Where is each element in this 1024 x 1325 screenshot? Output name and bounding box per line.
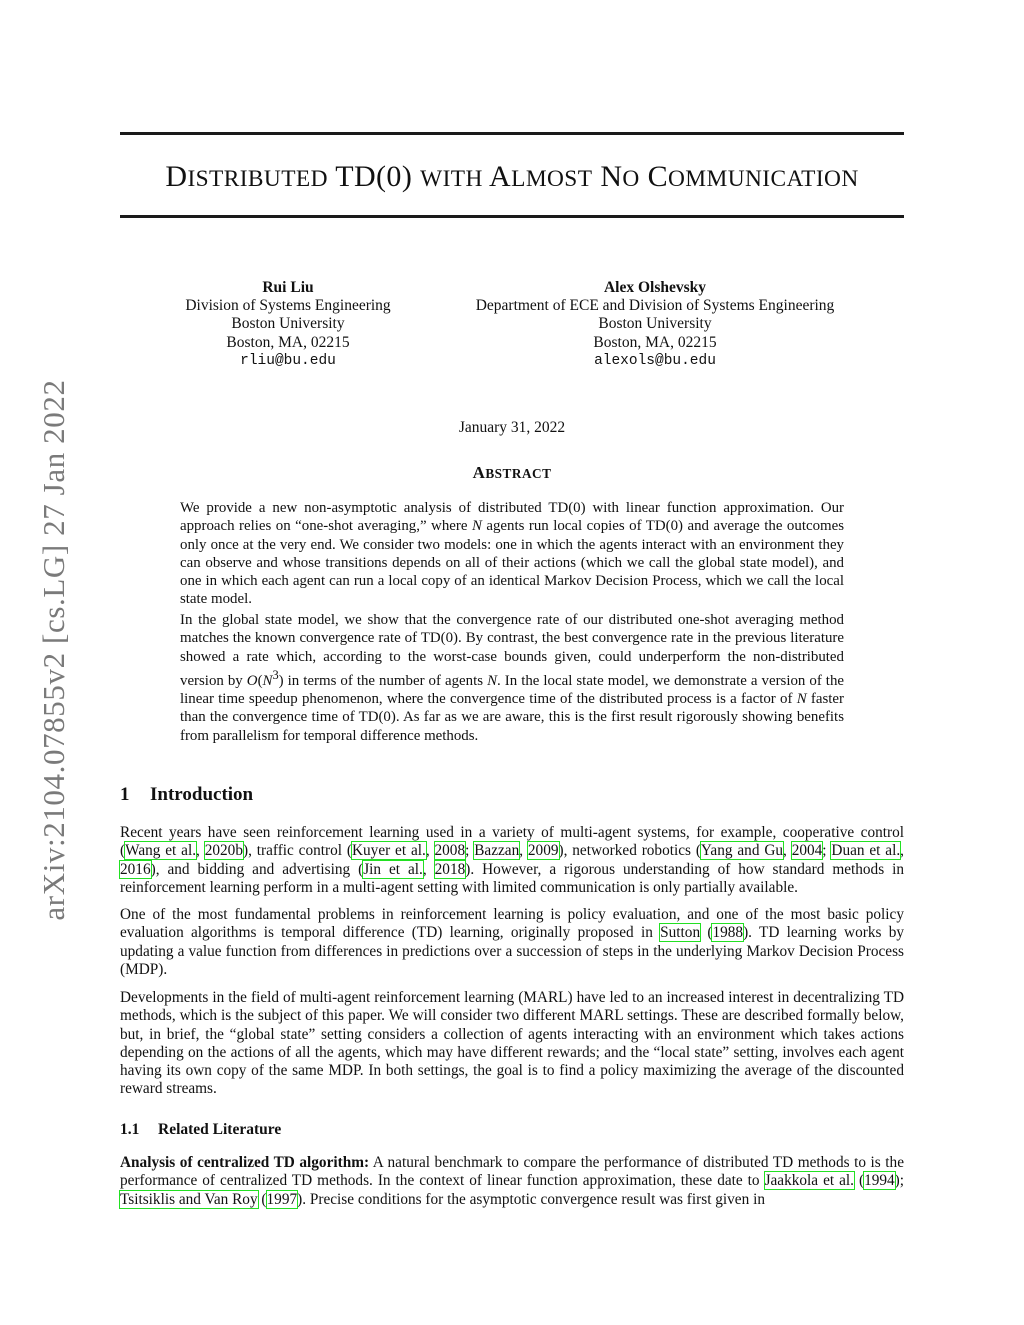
title-word: A bbox=[489, 160, 512, 193]
author-address: Boston, MA, 02215 bbox=[593, 333, 717, 351]
math-symbol: O bbox=[246, 672, 258, 689]
citation-link[interactable]: 2016 bbox=[120, 860, 151, 878]
citation-link[interactable]: Wang et al. bbox=[125, 842, 197, 860]
author-institution: Boston University bbox=[231, 315, 345, 333]
text-run: agents run local copies of TD(0) and average the outcomes only once at the very end. We consider two models: one in which the agents interact with an environment they can observe and whose transitions depends on all of their actions (which we call the global state model), and one in which each agent can run a local copy of an identical Markov Decision Process, which we call the local state model. bbox=[180, 518, 845, 608]
run-in-heading: Analysis of centralized TD algorithm: bbox=[120, 1154, 370, 1171]
author-name: Rui Liu bbox=[262, 279, 314, 296]
math-symbol: N bbox=[796, 691, 807, 708]
text-run: , bbox=[425, 842, 435, 860]
author-institution: Boston University bbox=[598, 315, 712, 333]
text-run: faster than the convergence time of TD(0). As far as we are aware, this is the first result rigorously showing benefits from parallelism for temporal difference methods. bbox=[180, 691, 844, 744]
subsection-title: Related Literature bbox=[158, 1121, 282, 1138]
text-run: ). TD learning works by updating a value function from differences in predictions over a succession of steps in the underlying Markov Decision Process (MDP). bbox=[120, 924, 904, 978]
publication-date: January 31, 2022 bbox=[458, 419, 566, 436]
abstract-paragraph-1 bbox=[180, 499, 844, 609]
section-title: Introduction bbox=[150, 784, 254, 805]
abstract-paragraph-2 bbox=[180, 611, 844, 745]
author-block-2 bbox=[445, 279, 865, 370]
author-address: Boston, MA, 02215 bbox=[226, 333, 350, 351]
citation-link[interactable]: 2008 bbox=[434, 842, 466, 860]
text-run: , bbox=[783, 842, 792, 860]
text-run: , bbox=[900, 842, 904, 860]
text-run: ), and bidding and advertising ( bbox=[150, 860, 364, 878]
citation-link[interactable]: 1988 bbox=[712, 924, 744, 942]
subsection-number: 1.1 bbox=[120, 1121, 140, 1138]
citation-link[interactable]: 1994 bbox=[864, 1172, 895, 1190]
math-symbol: N bbox=[471, 518, 482, 535]
title-word: D bbox=[165, 160, 188, 193]
text-run: ( bbox=[853, 1172, 865, 1190]
subsection-heading-related-literature bbox=[120, 1121, 904, 1139]
text-run: ; bbox=[822, 842, 832, 860]
text-run: Recent years have seen reinforcement learning used in a variety of multi-agent systems, for example, cooperative control ( bbox=[120, 824, 904, 860]
citation-link[interactable]: Yang and Gu bbox=[700, 842, 784, 860]
abstract-heading bbox=[120, 463, 904, 483]
section-heading-introduction bbox=[120, 784, 904, 806]
intro-paragraph-1 bbox=[120, 824, 904, 897]
text-run: One of the most fundamental problems in reinforcement learning is policy evaluation, and one of the most basic policy evaluation algorithms is temporal difference (TD) learning, originally proposed in bbox=[120, 906, 904, 942]
citation-link[interactable]: Jaakkola et al. bbox=[764, 1172, 854, 1190]
author-affiliation: Department of ECE and Division of Systems Engineering bbox=[475, 297, 835, 315]
text-run: ), networked robotics ( bbox=[558, 842, 701, 860]
arxiv-identifier-text: arXiv:2104.07855v2 [cs.LG] 27 Jan 2022 bbox=[36, 379, 71, 921]
text-run: ). However, a rigorous understanding of how standard methods in reinforcement learning perform in a multi-agent setting with limited communication is only partially available. bbox=[120, 860, 904, 896]
abstract-heading-initial: A bbox=[472, 463, 486, 482]
text-run: ); bbox=[894, 1172, 905, 1190]
related-literature-paragraph-1 bbox=[120, 1154, 904, 1209]
title-word: LMOST bbox=[511, 166, 593, 192]
citation-link[interactable]: 2009 bbox=[527, 842, 559, 860]
title-rule-bottom bbox=[120, 215, 904, 218]
text-run: ; bbox=[465, 842, 475, 860]
text-run: In the global state model, we show that the convergence rate of our distributed one-shot averaging method matches the known convergence rate of TD(0). By contrast, the best convergence rate in the previous literature showed a rate which, according to the worst-case bounds given, could underperform the non-distributed version by bbox=[180, 612, 844, 689]
author-email-link[interactable]: rliu@bu.edu bbox=[240, 352, 336, 369]
title-word: WITH bbox=[420, 166, 483, 192]
citation-link[interactable]: 1997 bbox=[266, 1190, 298, 1208]
intro-paragraph-3: Developments in the field of multi-agent reinforcement learning (MARL) have led to an increased interest in decentralizing TD methods, which is the subject of this paper. We will consider two different MARL settings. These are described formally below, but, in brief, the “global state” setting considers a collection of agents interacting with an environment which takes actions depending on the actions of all the agents, which may have different rewards; and the “local state” setting, involves each agent having its own copy of the same MDP. In both settings, the goal is to find a policy maximizing the average of the discounted reward streams. bbox=[120, 989, 904, 1098]
citation-link[interactable]: 2004 bbox=[791, 842, 823, 860]
title-word: C bbox=[647, 160, 669, 193]
citation-link[interactable]: 2018 bbox=[434, 860, 466, 878]
author-block-1 bbox=[160, 279, 416, 370]
citation-link[interactable]: Bazzan bbox=[474, 842, 520, 860]
text-run: A natural benchmark to compare the performance of distributed TD methods to is the performance of centralized TD methods. In the context of linear function approximation, these date to bbox=[120, 1154, 904, 1190]
text-run: ( bbox=[257, 1190, 267, 1208]
math-symbol: ) bbox=[278, 672, 284, 689]
author-name: Alex Olshevsky bbox=[603, 279, 707, 296]
text-run: ), traffic control ( bbox=[242, 842, 352, 860]
section-number: 1 bbox=[120, 784, 130, 805]
abstract-heading-rest: BSTRACT bbox=[485, 466, 552, 481]
math-symbol: ( bbox=[257, 672, 263, 689]
citation-link[interactable]: 2020b bbox=[204, 842, 243, 860]
citation-link[interactable]: Jin et al. bbox=[363, 860, 423, 878]
author-email-link[interactable]: alexols@bu.edu bbox=[594, 352, 716, 369]
text-run: , bbox=[422, 860, 435, 878]
title-word: OMMUNICATION bbox=[668, 166, 859, 192]
text-run: ( bbox=[700, 924, 713, 942]
math-symbol: N bbox=[487, 672, 498, 689]
text-run: in terms of the number of agents bbox=[283, 672, 488, 689]
text-run: We provide a new non-asymptotic analysis of distributed TD(0) with linear function approximation. Our approach relies on “one-shot averaging,” where bbox=[180, 500, 844, 535]
title-word: O bbox=[622, 166, 640, 192]
text-run: . In the local state model, we demonstrate a version of the linear time speedup phenomenon, where the convergence time of the distributed process is a factor of bbox=[180, 672, 844, 708]
citation-link[interactable]: Duan et al. bbox=[831, 842, 901, 860]
text-run: ). Precise conditions for the asymptotic convergence result was first given in bbox=[297, 1190, 765, 1208]
title-word: TD(0) bbox=[335, 160, 413, 193]
title-word: ISTRIBUTED bbox=[187, 166, 328, 192]
text-run: , bbox=[196, 842, 205, 860]
citation-link[interactable]: Kuyer et al. bbox=[351, 842, 426, 860]
title-word: N bbox=[600, 160, 623, 193]
citation-link[interactable]: Sutton bbox=[660, 924, 701, 942]
paper-title bbox=[120, 160, 904, 194]
text-run: , bbox=[519, 842, 528, 860]
math-exponent: 3 bbox=[272, 667, 279, 682]
author-affiliation: Division of Systems Engineering bbox=[185, 297, 391, 315]
title-rule-top bbox=[120, 132, 904, 135]
intro-paragraph-2 bbox=[120, 906, 904, 979]
math-symbol: N bbox=[262, 672, 273, 689]
citation-link[interactable]: Tsitsiklis and Van Roy bbox=[120, 1190, 258, 1208]
